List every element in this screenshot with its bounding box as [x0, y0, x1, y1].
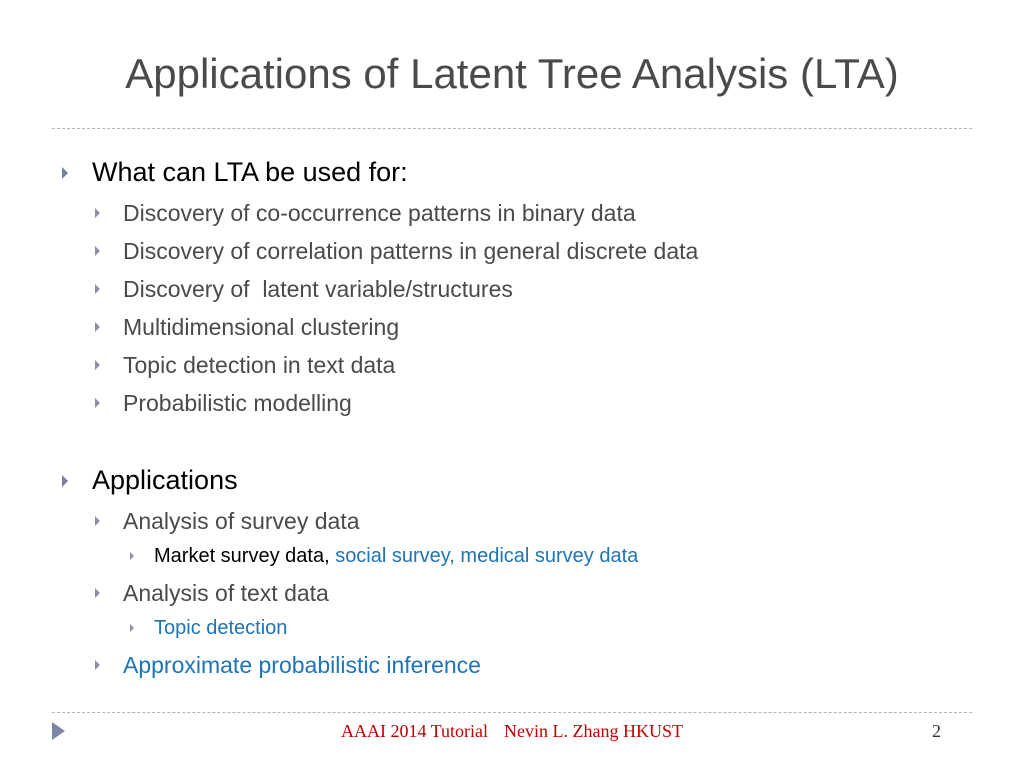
list-item	[123, 508, 360, 535]
list-item	[154, 617, 287, 640]
list-item-label: Applications	[92, 465, 238, 495]
list-item	[123, 580, 329, 607]
triangle-right-icon	[95, 284, 100, 294]
list-item-label: Approximate probabilistic inference	[123, 652, 481, 678]
list-item	[123, 276, 513, 303]
triangle-right-icon	[95, 322, 100, 332]
list-item	[154, 545, 638, 568]
list-item	[123, 200, 636, 227]
list-item-label: Discovery of co-occurrence patterns in binary data	[123, 200, 636, 226]
triangle-right-icon	[130, 552, 134, 560]
slide-title: Applications of Latent Tree Analysis (LTA)	[125, 50, 899, 97]
triangle-right-icon	[95, 360, 100, 370]
triangle-right-icon	[95, 588, 100, 598]
page-number: 2	[932, 721, 941, 741]
triangle-right-icon	[62, 167, 68, 179]
list-item	[123, 390, 352, 417]
list-item-heading-uses	[92, 157, 408, 188]
list-item-label: Analysis of text data	[123, 580, 329, 606]
list-item-label: Discovery of correlation patterns in general discrete data	[123, 238, 699, 264]
title-divider	[52, 128, 972, 129]
footer-author: Nevin L. Zhang HKUST	[504, 721, 683, 741]
list-item	[123, 238, 698, 265]
list-item	[123, 314, 399, 341]
triangle-right-icon	[95, 208, 100, 218]
list-item-label: Multidimensional clustering	[123, 314, 400, 340]
triangle-right-icon	[62, 475, 68, 487]
list-item-label-highlight: social survey, medical survey data	[335, 545, 639, 567]
list-item-heading-applications	[92, 465, 238, 496]
triangle-right-icon	[130, 624, 134, 632]
list-item-label: Probabilistic modelling	[123, 390, 352, 416]
triangle-right-icon	[95, 246, 100, 256]
footer-divider	[52, 712, 972, 713]
slide-footer	[0, 721, 1024, 742]
list-item-label: Topic detection in text data	[123, 352, 396, 378]
triangle-right-icon	[95, 516, 100, 526]
list-item-label: Discovery of latent variable/structures	[123, 276, 513, 302]
triangle-right-icon	[95, 398, 100, 408]
triangle-right-icon	[95, 660, 100, 670]
list-item-label: Analysis of survey data	[123, 508, 360, 534]
list-item-label: Topic detection	[154, 617, 288, 639]
list-item	[123, 352, 395, 379]
footer-event: AAAI 2014 Tutorial	[341, 721, 489, 741]
list-item-label: Market survey data,	[154, 545, 330, 567]
list-item-label: What can LTA be used for:	[92, 157, 408, 187]
list-item	[123, 652, 481, 679]
